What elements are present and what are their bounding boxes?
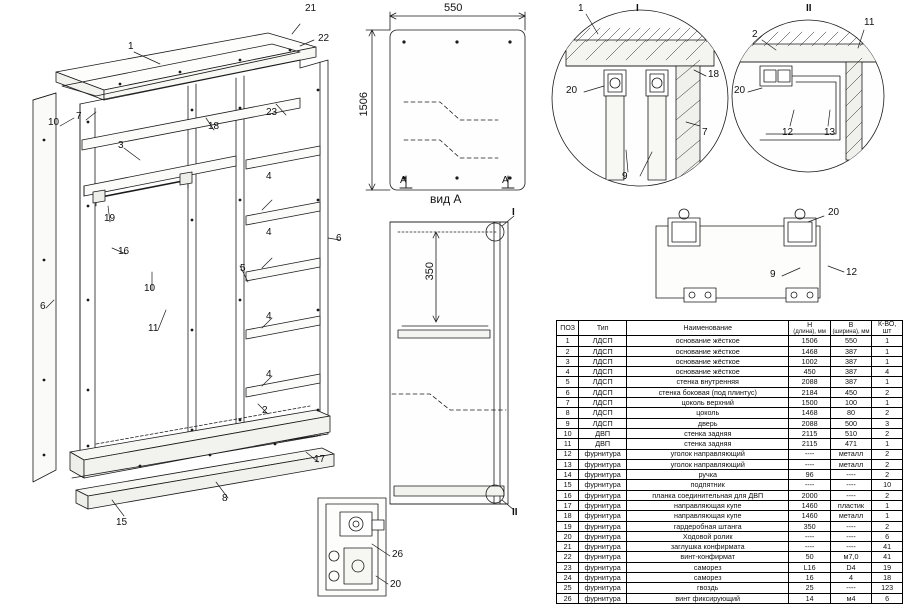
cell-name: цоколь верхний — [627, 398, 789, 408]
cell-name: стенка боковая (под плинтус) — [627, 387, 789, 397]
cell-pos: 5 — [557, 377, 579, 387]
cell-h: 16 — [789, 573, 830, 583]
cell-pos: 21 — [557, 542, 579, 552]
cell-qty: 1 — [872, 356, 903, 366]
detail-I-callout-20: 20 — [566, 85, 578, 96]
cell-name: планка соединительная для ДВП — [627, 490, 789, 500]
table-row — [557, 511, 903, 521]
cell-qty: 41 — [872, 542, 903, 552]
cell-pos: 4 — [557, 367, 579, 377]
cell-h: 2115 — [789, 428, 830, 438]
cell-type: ЛДСП — [579, 408, 627, 418]
cell-qty: 1 — [872, 336, 903, 346]
cell-pos: 20 — [557, 531, 579, 541]
table-row — [557, 449, 903, 459]
cell-type: фурнитура — [579, 552, 627, 562]
cell-pos: 13 — [557, 459, 579, 469]
callout-6a: 6 — [336, 233, 342, 244]
cell-name: стенка внутренняя — [627, 377, 789, 387]
cell-h: 350 — [789, 521, 830, 531]
cell-b: 387 — [830, 356, 871, 366]
cell-type: ЛДСП — [579, 346, 627, 356]
table-row — [557, 428, 903, 438]
cell-type: фурнитура — [579, 542, 627, 552]
table-row — [557, 562, 903, 572]
callout-10b: 10 — [144, 283, 156, 294]
cell-pos: 22 — [557, 552, 579, 562]
callout-17: 17 — [314, 454, 326, 465]
cell-pos: 16 — [557, 490, 579, 500]
cell-b: ---- — [830, 531, 871, 541]
cell-qty: 2 — [872, 408, 903, 418]
cell-pos: 11 — [557, 439, 579, 449]
table-row — [557, 531, 903, 541]
table-row — [557, 552, 903, 562]
cell-type: фурнитура — [579, 480, 627, 490]
col-type: Тип — [579, 321, 627, 336]
plate-callout-20: 20 — [828, 207, 840, 218]
table-row — [557, 367, 903, 377]
table-row — [557, 573, 903, 583]
col-h-sub: (длина), мм — [793, 328, 826, 335]
detail-I-callout-18: 18 — [708, 69, 720, 80]
dim-1506: 1506 — [358, 92, 370, 117]
cell-pos: 17 — [557, 501, 579, 511]
detail-I-callout-7: 7 — [702, 127, 708, 138]
cell-pos: 24 — [557, 573, 579, 583]
cell-name: основание жёсткое — [627, 346, 789, 356]
callout-6b: 6 — [40, 301, 46, 312]
cell-b: пластик — [830, 501, 871, 511]
cell-b: 4 — [830, 573, 871, 583]
cell-pos: 6 — [557, 387, 579, 397]
cell-name: стенка задняя — [627, 428, 789, 438]
cell-qty: 123 — [872, 583, 903, 593]
cell-qty: 2 — [872, 490, 903, 500]
cell-name: винт фиксирующий — [627, 593, 789, 603]
detail-II-callout-20: 20 — [734, 85, 746, 96]
cell-h: 25 — [789, 583, 830, 593]
cell-name: уголок направляющий — [627, 459, 789, 469]
cell-type: фурнитура — [579, 449, 627, 459]
parts-table-body — [557, 336, 903, 604]
cell-b: 387 — [830, 377, 871, 387]
cell-type: фурнитура — [579, 511, 627, 521]
cell-h: ---- — [789, 480, 830, 490]
cell-b: 510 — [830, 428, 871, 438]
cell-type: ЛДСП — [579, 387, 627, 397]
cell-pos: 2 — [557, 346, 579, 356]
cell-type: фурнитура — [579, 459, 627, 469]
plate-callout-12: 12 — [846, 267, 858, 278]
cell-h: ---- — [789, 531, 830, 541]
cell-b: м4 — [830, 593, 871, 603]
cell-type: ЛДСП — [579, 367, 627, 377]
cell-h: 2088 — [789, 418, 830, 428]
view-a-title: вид А — [430, 192, 462, 206]
col-b-sub: (ширина), мм — [832, 328, 870, 335]
callout-1: 1 — [128, 41, 134, 52]
cell-b: ---- — [830, 521, 871, 531]
cell-qty: 1 — [872, 398, 903, 408]
callout-11: 11 — [148, 323, 159, 334]
cell-h: L16 — [789, 562, 830, 572]
cell-b: D4 — [830, 562, 871, 572]
cell-pos: 9 — [557, 418, 579, 428]
cell-b: ---- — [830, 583, 871, 593]
cell-type: фурнитура — [579, 531, 627, 541]
cell-pos: 3 — [557, 356, 579, 366]
detail-II-title: II — [806, 3, 812, 14]
cell-qty: 2 — [872, 459, 903, 469]
cell-h: ---- — [789, 459, 830, 469]
cell-b: металл — [830, 449, 871, 459]
cell-h: 2088 — [789, 377, 830, 387]
cell-b: 450 — [830, 387, 871, 397]
cell-h: 1460 — [789, 501, 830, 511]
callout-23: 23 — [266, 107, 278, 118]
cell-qty: 18 — [872, 573, 903, 583]
cell-name: Ходовой ролик — [627, 531, 789, 541]
cell-pos: 1 — [557, 336, 579, 346]
cell-qty: 2 — [872, 387, 903, 397]
plate-callout-9: 9 — [770, 269, 776, 280]
cell-h: 2115 — [789, 439, 830, 449]
cell-type: фурнитура — [579, 593, 627, 603]
cell-name: основание жёсткое — [627, 336, 789, 346]
cell-h: 1506 — [789, 336, 830, 346]
cell-b: 500 — [830, 418, 871, 428]
table-row — [557, 542, 903, 552]
cell-name: подпятник — [627, 480, 789, 490]
cell-pos: 25 — [557, 583, 579, 593]
cell-name: дверь — [627, 418, 789, 428]
cell-name: уголок направляющий — [627, 449, 789, 459]
mark-a-left: А — [400, 175, 407, 186]
cell-type: ЛДСП — [579, 418, 627, 428]
cell-type: ДВП — [579, 439, 627, 449]
table-row — [557, 346, 903, 356]
cell-type: фурнитура — [579, 562, 627, 572]
cell-type: ДВП — [579, 428, 627, 438]
cell-type: ЛДСП — [579, 377, 627, 387]
callout-5: 5 — [240, 263, 246, 274]
cell-b: 100 — [830, 398, 871, 408]
cell-type: фурнитура — [579, 490, 627, 500]
cell-name: заглушка конфирмата — [627, 542, 789, 552]
callout-10a: 10 — [48, 117, 60, 128]
cell-name: основание жёсткое — [627, 367, 789, 377]
table-row — [557, 387, 903, 397]
table-row — [557, 356, 903, 366]
cell-qty: 10 — [872, 480, 903, 490]
cell-type: ЛДСП — [579, 356, 627, 366]
cell-type: фурнитура — [579, 573, 627, 583]
bracket-callout-26: 26 — [392, 549, 404, 560]
table-row — [557, 408, 903, 418]
callout-8: 8 — [222, 493, 228, 504]
cell-type: ЛДСП — [579, 398, 627, 408]
cell-b: 471 — [830, 439, 871, 449]
table-row — [557, 501, 903, 511]
callout-7: 7 — [76, 111, 82, 122]
cell-h: 14 — [789, 593, 830, 603]
col-qty: К-ВО, шт — [872, 321, 903, 336]
cell-b: металл — [830, 511, 871, 521]
cell-h: 1468 — [789, 408, 830, 418]
cell-pos: 12 — [557, 449, 579, 459]
cell-type: фурнитура — [579, 470, 627, 480]
cell-pos: 26 — [557, 593, 579, 603]
cell-name: направляющая купе — [627, 501, 789, 511]
callout-3: 3 — [118, 140, 124, 151]
cell-pos: 18 — [557, 511, 579, 521]
detail-mark-II: II — [512, 507, 518, 518]
cell-pos: 7 — [557, 398, 579, 408]
cell-h: ---- — [789, 449, 830, 459]
cell-qty: 6 — [872, 531, 903, 541]
detail-I-title: I — [636, 3, 639, 14]
bracket-callout-20: 20 — [390, 579, 402, 590]
cell-qty: 19 — [872, 562, 903, 572]
cell-b: ---- — [830, 480, 871, 490]
cell-type: ЛДСП — [579, 336, 627, 346]
table-row — [557, 470, 903, 480]
cell-qty: 4 — [872, 367, 903, 377]
detail-mark-I: I — [512, 207, 515, 218]
parts-table — [556, 320, 903, 604]
detail-II-callout-2: 2 — [752, 29, 758, 40]
callout-15: 15 — [116, 517, 128, 528]
callout-4d: 4 — [266, 369, 272, 380]
table-row — [557, 480, 903, 490]
cell-qty: 1 — [872, 511, 903, 521]
callout-16: 16 — [118, 246, 130, 257]
dim-550: 550 — [444, 2, 463, 14]
detail-II-callout-11: 11 — [864, 17, 875, 28]
cell-name: ручка — [627, 470, 789, 480]
cell-qty: 3 — [872, 418, 903, 428]
cell-qty: 2 — [872, 449, 903, 459]
callout-4c: 4 — [266, 311, 272, 322]
table-row — [557, 439, 903, 449]
table-row — [557, 521, 903, 531]
table-row — [557, 490, 903, 500]
table-row — [557, 398, 903, 408]
cell-b: ---- — [830, 490, 871, 500]
table-row — [557, 336, 903, 346]
cell-b: 80 — [830, 408, 871, 418]
cell-pos: 19 — [557, 521, 579, 531]
cell-h: 1468 — [789, 346, 830, 356]
cell-qty: 1 — [872, 377, 903, 387]
cell-name: саморез — [627, 573, 789, 583]
cell-h: 2184 — [789, 387, 830, 397]
cell-name: цоколь — [627, 408, 789, 418]
callout-4a: 4 — [266, 171, 272, 182]
detail-II-callout-12: 12 — [782, 127, 794, 138]
table-row — [557, 593, 903, 603]
callout-2: 2 — [262, 405, 268, 416]
cell-h: ---- — [789, 542, 830, 552]
callout-4b: 4 — [266, 227, 272, 238]
cell-b: ---- — [830, 470, 871, 480]
cell-qty: 2 — [872, 428, 903, 438]
cell-name: направляющая купе — [627, 511, 789, 521]
cell-b: м7,0 — [830, 552, 871, 562]
dim-350: 350 — [424, 262, 436, 281]
cell-name: гвоздь — [627, 583, 789, 593]
detail-I-callout-1: 1 — [578, 3, 584, 14]
cell-name: основание жёсткое — [627, 356, 789, 366]
col-h — [789, 321, 830, 336]
cell-qty: 1 — [872, 501, 903, 511]
col-b-main: В — [848, 321, 854, 329]
cell-b: 387 — [830, 367, 871, 377]
cell-h: 96 — [789, 470, 830, 480]
cell-name: гардеробная штанга — [627, 521, 789, 531]
callout-22: 22 — [318, 33, 330, 44]
cell-h: 1002 — [789, 356, 830, 366]
cell-pos: 15 — [557, 480, 579, 490]
cell-pos: 23 — [557, 562, 579, 572]
col-b — [830, 321, 871, 336]
cell-qty: 6 — [872, 593, 903, 603]
cell-h: 50 — [789, 552, 830, 562]
callout-21: 21 — [305, 3, 317, 14]
cell-type: фурнитура — [579, 521, 627, 531]
cell-b: ---- — [830, 542, 871, 552]
table-row — [557, 418, 903, 428]
cell-pos: 14 — [557, 470, 579, 480]
cell-h: 2000 — [789, 490, 830, 500]
table-row — [557, 459, 903, 469]
col-name: Наименование — [627, 321, 789, 336]
cell-pos: 8 — [557, 408, 579, 418]
callout-18: 18 — [208, 121, 220, 132]
table-row — [557, 377, 903, 387]
col-pos: ПОЗ — [557, 321, 579, 336]
cell-qty: 2 — [872, 521, 903, 531]
cell-qty: 2 — [872, 470, 903, 480]
detail-II-callout-13: 13 — [824, 127, 836, 138]
cell-b: 550 — [830, 336, 871, 346]
cell-type: фурнитура — [579, 583, 627, 593]
cell-h: 1500 — [789, 398, 830, 408]
detail-I-callout-9: 9 — [622, 171, 628, 182]
mark-a-right: А — [502, 175, 509, 186]
table-row — [557, 583, 903, 593]
cell-h: 1460 — [789, 511, 830, 521]
cell-name: стенка задняя — [627, 439, 789, 449]
cell-b: 387 — [830, 346, 871, 356]
cell-type: фурнитура — [579, 501, 627, 511]
cell-pos: 10 — [557, 428, 579, 438]
cell-name: саморез — [627, 562, 789, 572]
cell-h: 450 — [789, 367, 830, 377]
cell-name: винт-конфирмат — [627, 552, 789, 562]
callout-19: 19 — [104, 213, 116, 224]
cell-qty: 41 — [872, 552, 903, 562]
col-h-main: Н — [807, 321, 813, 329]
cell-qty: 1 — [872, 346, 903, 356]
cell-b: металл — [830, 459, 871, 469]
table-header-row — [557, 321, 903, 336]
cell-qty: 1 — [872, 439, 903, 449]
